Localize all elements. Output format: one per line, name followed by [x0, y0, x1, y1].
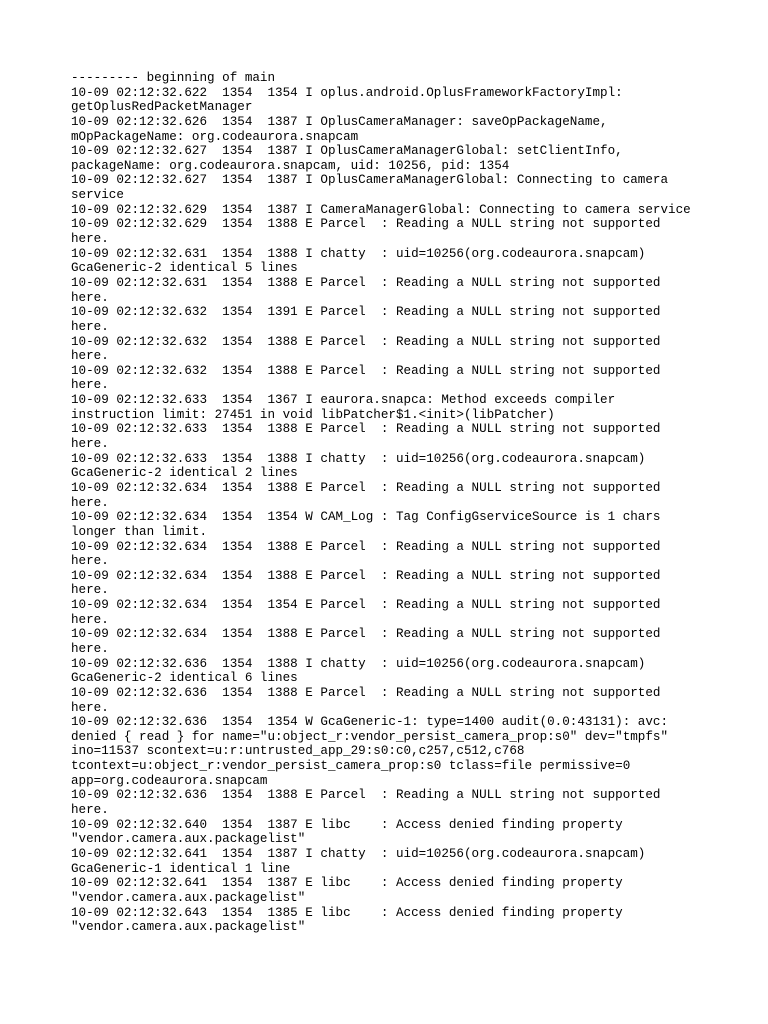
log-line: here.	[71, 437, 109, 452]
log-line: 10-09 02:12:32.634 1354 1354 W CAM_Log : Tag ConfigGserviceSource is 1 chars	[71, 510, 661, 525]
log-line: service	[71, 188, 124, 203]
log-line: here.	[71, 612, 109, 627]
log-line: "vendor.camera.aux.packagelist"	[71, 832, 306, 847]
log-line: here.	[71, 583, 109, 598]
log-line: 10-09 02:12:32.633 1354 1388 I chatty : uid=10256(org.codeaurora.snapcam)	[71, 451, 646, 466]
log-line: 10-09 02:12:32.636 1354 1388 I chatty : uid=10256(org.codeaurora.snapcam)	[71, 656, 646, 671]
log-line: 10-09 02:12:32.629 1354 1388 E Parcel : Reading a NULL string not supported	[71, 217, 661, 232]
log-line: 10-09 02:12:32.640 1354 1387 E libc : Access denied finding property	[71, 817, 623, 832]
log-line: 10-09 02:12:32.629 1354 1387 I CameraManagerGlobal: Connecting to camera service	[71, 202, 691, 217]
log-line: 10-09 02:12:32.632 1354 1388 E Parcel : Reading a NULL string not supported	[71, 363, 661, 378]
log-line: --------- beginning of main	[71, 71, 276, 85]
log-line: here.	[71, 641, 109, 656]
log-line: 10-09 02:12:32.643 1354 1385 E libc : Access denied finding property	[71, 905, 623, 920]
log-line: tcontext=u:object_r:vendor_persist_camera_prop:s0 tclass=file permissive=0	[71, 759, 631, 774]
log-line: "vendor.camera.aux.packagelist"	[71, 890, 306, 905]
log-line: 10-09 02:12:32.636 1354 1388 E Parcel : Reading a NULL string not supported	[71, 788, 661, 803]
log-line: here.	[71, 495, 109, 510]
log-line: 10-09 02:12:32.636 1354 1354 W GcaGeneric-1: type=1400 audit(0.0:43131): avc:	[71, 715, 669, 730]
log-line: 10-09 02:12:32.627 1354 1387 I OplusCameraManagerGlobal: Connecting to camera	[71, 173, 669, 188]
log-document	[71, 71, 711, 935]
log-line: 10-09 02:12:32.627 1354 1387 I OplusCameraManagerGlobal: setClientInfo,	[71, 144, 623, 159]
log-line: ino=11537 scontext=u:r:untrusted_app_29:s0:c0,c257,c512,c768	[71, 744, 525, 759]
log-line: here.	[71, 803, 109, 818]
log-line: here.	[71, 232, 109, 247]
log-line: 10-09 02:12:32.631 1354 1388 I chatty : uid=10256(org.codeaurora.snapcam)	[71, 246, 646, 261]
log-line: 10-09 02:12:32.634 1354 1388 E Parcel : Reading a NULL string not supported	[71, 568, 661, 583]
log-line: packageName: org.codeaurora.snapcam, uid: 10256, pid: 1354	[71, 158, 510, 173]
log-line: 10-09 02:12:32.622 1354 1354 I oplus.android.OplusFrameworkFactoryImpl:	[71, 85, 623, 100]
log-line: 10-09 02:12:32.636 1354 1388 E Parcel : Reading a NULL string not supported	[71, 685, 661, 700]
log-line: GcaGeneric-2 identical 2 lines	[71, 466, 298, 481]
log-line: here.	[71, 700, 109, 715]
log-line: 10-09 02:12:32.632 1354 1391 E Parcel : Reading a NULL string not supported	[71, 305, 661, 320]
log-line: here.	[71, 290, 109, 305]
log-line: here.	[71, 349, 109, 364]
log-line: getOplusRedPacketManager	[71, 100, 253, 115]
log-line: app=org.codeaurora.snapcam	[71, 773, 268, 788]
log-line: longer than limit.	[71, 524, 208, 539]
log-line: 10-09 02:12:32.641 1354 1387 I chatty : uid=10256(org.codeaurora.snapcam)	[71, 846, 646, 861]
log-line: GcaGeneric-2 identical 5 lines	[71, 261, 298, 276]
log-line: 10-09 02:12:32.634 1354 1388 E Parcel : Reading a NULL string not supported	[71, 480, 661, 495]
log-line: here.	[71, 554, 109, 569]
log-line: 10-09 02:12:32.634 1354 1354 E Parcel : Reading a NULL string not supported	[71, 598, 661, 613]
log-line: 10-09 02:12:32.631 1354 1388 E Parcel : Reading a NULL string not supported	[71, 275, 661, 290]
log-line: 10-09 02:12:32.641 1354 1387 E libc : Access denied finding property	[71, 876, 623, 891]
log-line: GcaGeneric-1 identical 1 line	[71, 861, 291, 876]
log-line: 10-09 02:12:32.626 1354 1387 I OplusCameraManager: saveOpPackageName,	[71, 114, 608, 129]
log-line: mOpPackageName: org.codeaurora.snapcam	[71, 129, 359, 144]
log-line: denied { read } for name="u:object_r:vendor_persist_camera_prop:s0" dev="tmpfs"	[71, 729, 669, 744]
log-line: GcaGeneric-2 identical 6 lines	[71, 671, 298, 686]
log-line: 10-09 02:12:32.634 1354 1388 E Parcel : Reading a NULL string not supported	[71, 627, 661, 642]
log-line: 10-09 02:12:32.634 1354 1388 E Parcel : Reading a NULL string not supported	[71, 539, 661, 554]
log-line: "vendor.camera.aux.packagelist"	[71, 920, 306, 935]
log-line: 10-09 02:12:32.633 1354 1367 I eaurora.snapca: Method exceeds compiler	[71, 393, 616, 408]
log-line: here.	[71, 319, 109, 334]
log-line: 10-09 02:12:32.632 1354 1388 E Parcel : Reading a NULL string not supported	[71, 334, 661, 349]
log-line: instruction limit: 27451 in void libPatcher$1.<init>(libPatcher)	[71, 407, 555, 422]
log-line: 10-09 02:12:32.633 1354 1388 E Parcel : Reading a NULL string not supported	[71, 422, 661, 437]
log-line: here.	[71, 378, 109, 393]
